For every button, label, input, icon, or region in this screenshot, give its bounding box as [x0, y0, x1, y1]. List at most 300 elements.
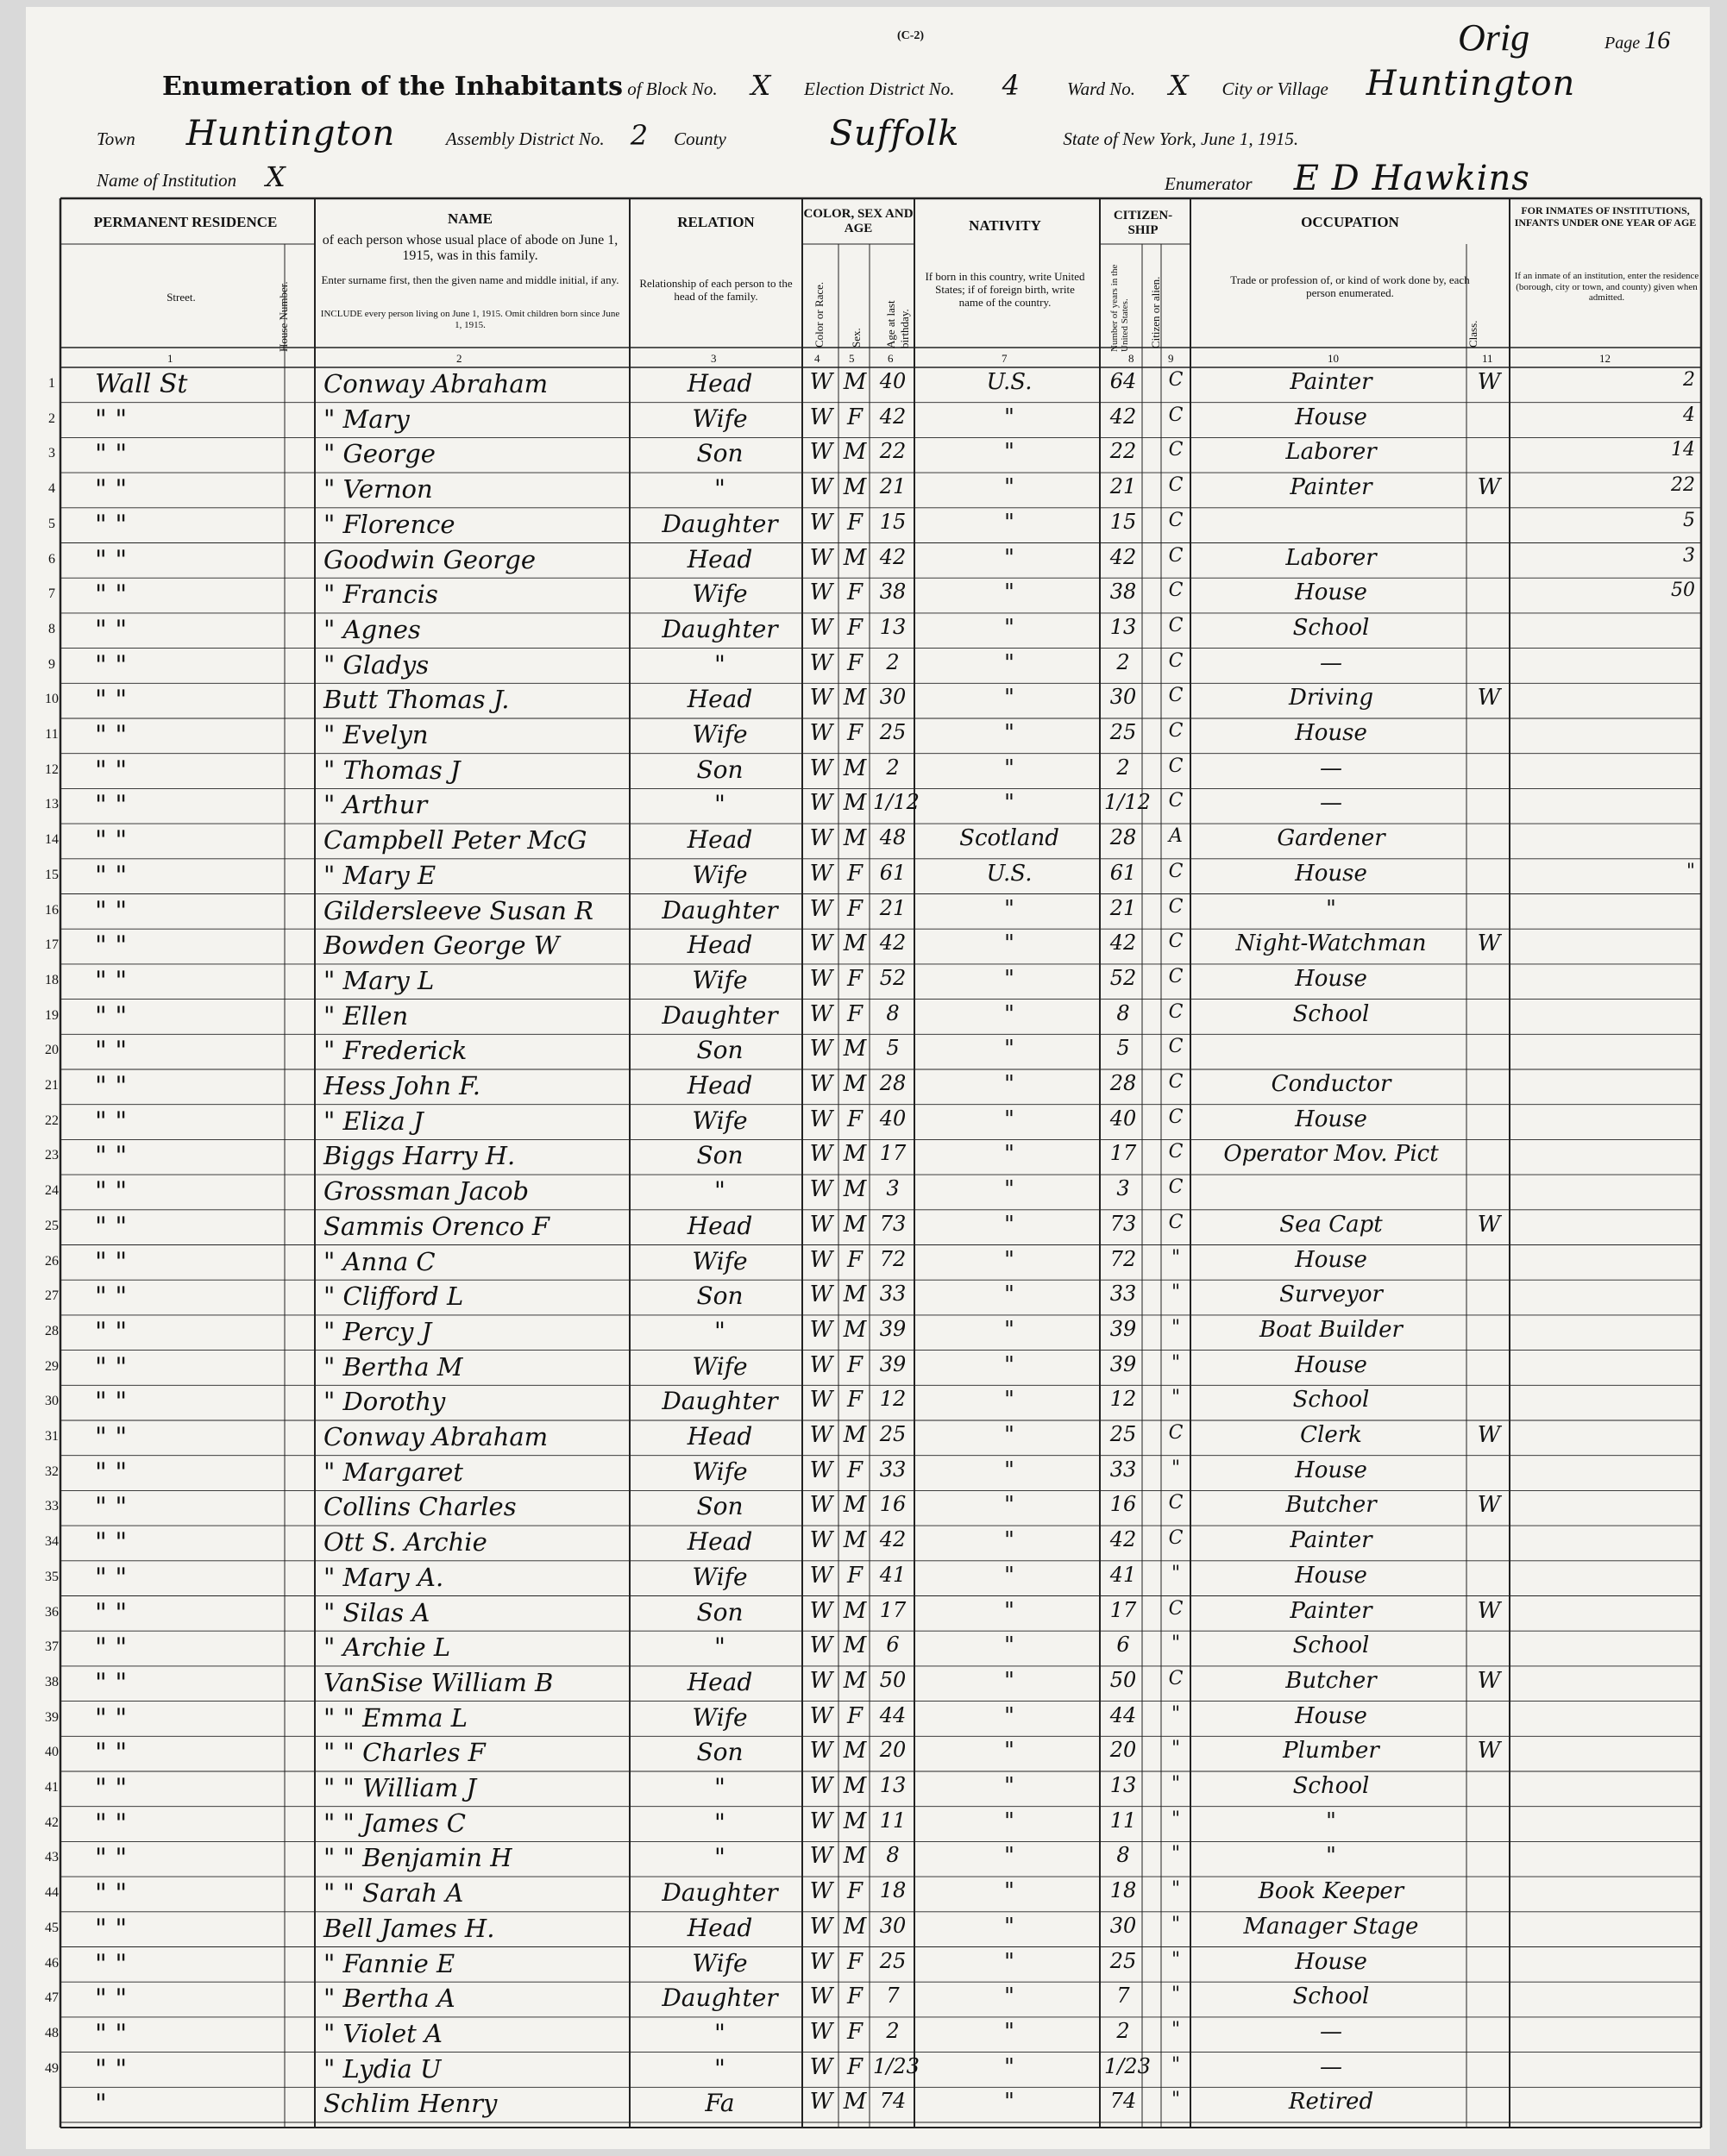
class-cell: W — [1477, 1738, 1501, 1764]
citizen-cell: C — [1168, 931, 1184, 953]
row-number: 46 — [45, 1955, 59, 1971]
street-cell: " " — [95, 1316, 128, 1347]
citizen-cell: C — [1168, 895, 1184, 918]
age-cell: 20 — [879, 1738, 907, 1763]
age-cell: 25 — [879, 1422, 907, 1446]
row-number: 48 — [45, 2025, 59, 2040]
relation-cell: Head — [687, 931, 753, 960]
years-cell: 16 — [1109, 1492, 1137, 1517]
color-cell: W — [809, 1948, 833, 1975]
citizen-cell: " — [1171, 2018, 1181, 2040]
nativity-cell: " — [1004, 1527, 1014, 1554]
color-cell: W — [809, 1351, 833, 1378]
sex-cell: F — [846, 965, 864, 992]
sex-cell: M — [843, 1211, 867, 1238]
relation-cell: " — [714, 1773, 725, 1802]
town-label: Town — [97, 128, 135, 149]
color-cell: W — [809, 2053, 833, 2080]
age-cell: 16 — [879, 1492, 907, 1517]
color-cell: W — [809, 404, 833, 430]
occupation-cell: House — [1295, 965, 1367, 992]
election-district-value: 4 — [1002, 69, 1020, 102]
sex-cell: F — [846, 614, 864, 641]
name-cell: Grossman Jacob — [323, 1176, 530, 1206]
relation-cell: Wife — [692, 1562, 748, 1591]
color-cell: W — [809, 2018, 833, 2045]
row-number: 12 — [45, 761, 59, 777]
sex-cell: F — [846, 1000, 864, 1027]
nativity-cell: " — [1004, 1141, 1014, 1168]
street-cell: " " — [95, 404, 128, 435]
years-cell: 22 — [1109, 439, 1137, 464]
nativity-cell: " — [1004, 1316, 1014, 1343]
age-cell: 33 — [879, 1457, 907, 1482]
color-cell: W — [809, 544, 833, 571]
occupation-cell: Clerk — [1300, 1422, 1362, 1448]
street-cell: " " — [95, 895, 128, 926]
relation-cell: Son — [696, 1036, 744, 1065]
citizen-cell: C — [1168, 614, 1184, 636]
street-cell: " " — [95, 860, 128, 891]
years-cell: 6 — [1116, 1633, 1130, 1658]
name-cell: " Arthur — [323, 790, 428, 820]
occupation-cell: School — [1292, 1984, 1370, 2010]
name-cell: " Mary E — [323, 860, 436, 890]
occupation-cell: Night-Watchman — [1235, 931, 1427, 957]
nativity-cell: " — [1004, 1211, 1014, 1238]
relation-cell: Head — [687, 825, 753, 855]
color-cell: W — [809, 1071, 833, 1097]
relation-cell: " — [714, 474, 725, 504]
relation-cell: " — [714, 790, 725, 819]
column-number: 12 — [1599, 352, 1611, 365]
age-cell: 3 — [886, 1176, 900, 1201]
nativity-cell: " — [1004, 1738, 1014, 1764]
citizen-cell: " — [1171, 1246, 1181, 1269]
sex-cell: M — [843, 1738, 867, 1764]
years-cell: 33 — [1109, 1282, 1137, 1307]
relation-cell: " — [714, 2053, 725, 2083]
name-cell: Schlim Henry — [323, 2089, 498, 2119]
sex-cell: M — [843, 474, 867, 501]
age-cell: 17 — [879, 1597, 907, 1622]
color-cell: W — [809, 2089, 833, 2115]
state-label: State of New York, June 1, 1915. — [1063, 128, 1299, 149]
street-cell: " " — [95, 1351, 128, 1382]
nativity-cell: " — [1004, 1843, 1014, 1870]
row-number: 5 — [48, 516, 55, 531]
row-number: 30 — [45, 1394, 59, 1409]
relation-cell: Head — [687, 1422, 753, 1451]
orig-annotation: Orig — [1458, 16, 1530, 59]
col-relation-title: RELATION — [677, 214, 755, 230]
sex-cell: M — [843, 1527, 867, 1554]
row-number: 47 — [45, 1990, 59, 2006]
street-cell: " " — [95, 1773, 128, 1803]
nativity-cell: " — [1004, 895, 1014, 922]
occupation-cell: Driving — [1289, 685, 1373, 711]
relation-cell: Son — [696, 1282, 744, 1311]
citizen-cell: C — [1168, 790, 1184, 812]
ward-value: X — [1168, 69, 1189, 102]
relation-cell: Wife — [692, 1457, 748, 1486]
age-cell: 21 — [879, 895, 907, 920]
relation-cell: Head — [687, 1913, 753, 1942]
relation-cell: Head — [687, 544, 753, 573]
name-cell: " Evelyn — [323, 720, 429, 749]
age-cell: 42 — [879, 931, 907, 956]
years-cell: 64 — [1109, 369, 1137, 393]
citizen-cell: " — [1171, 1351, 1181, 1374]
relation-cell: Son — [696, 439, 744, 468]
color-cell: W — [809, 1878, 833, 1905]
color-cell: W — [809, 369, 833, 395]
row-number: 18 — [45, 972, 59, 987]
citizen-cell: C — [1168, 1422, 1184, 1444]
age-cell: 52 — [879, 965, 907, 990]
age-cell: 42 — [879, 544, 907, 569]
years-cell: 5 — [1116, 1036, 1130, 1061]
header-line-1 — [162, 64, 1609, 103]
sex-cell: M — [843, 755, 867, 781]
relation-cell: Son — [696, 1597, 744, 1626]
street-cell: " " — [95, 1597, 128, 1628]
name-cell: " Mary — [323, 404, 410, 434]
name-cell: Butt Thomas J. — [323, 685, 510, 715]
citizen-cell: C — [1168, 474, 1184, 497]
color-cell: W — [809, 1141, 833, 1168]
color-cell: W — [809, 1527, 833, 1554]
row-number: 32 — [45, 1463, 59, 1479]
occupation-cell: " — [1326, 895, 1336, 922]
row-number: 9 — [48, 656, 55, 672]
col-color: Color or Race. — [813, 281, 826, 348]
age-cell: 30 — [879, 1913, 907, 1938]
age-cell: 50 — [879, 1667, 907, 1692]
nativity-cell: " — [1004, 1246, 1014, 1273]
row-number: 29 — [45, 1358, 59, 1374]
col-nativity-title: NATIVITY — [969, 217, 1041, 234]
occupation-cell: Boat Builder — [1259, 1316, 1403, 1343]
color-cell: W — [809, 1702, 833, 1729]
occupation-cell: " — [1326, 1843, 1336, 1870]
occupation-cell: Conductor — [1271, 1071, 1391, 1097]
nativity-cell: " — [1004, 965, 1014, 992]
age-cell: 39 — [879, 1351, 907, 1376]
occupation-cell: Butcher — [1285, 1492, 1377, 1519]
inmate-cell: 50 — [1671, 580, 1695, 602]
name-cell: " Lydia U — [323, 2053, 442, 2084]
color-cell: W — [809, 509, 833, 536]
col-occupation-title: OCCUPATION — [1301, 214, 1399, 230]
assembly-label: Assembly District No. — [445, 128, 605, 149]
street-cell: " " — [95, 755, 128, 786]
years-cell: 44 — [1109, 1702, 1137, 1727]
sex-cell: F — [846, 1878, 864, 1905]
street-cell: " " — [95, 1984, 128, 2015]
color-cell: W — [809, 1282, 833, 1308]
relation-cell: Wife — [692, 1948, 748, 1977]
citizen-cell: " — [1171, 1773, 1181, 1795]
occupation-cell: House — [1295, 404, 1367, 430]
years-cell: 39 — [1109, 1351, 1137, 1376]
election-district-label: Election District No. — [804, 78, 955, 99]
relation-cell: " — [714, 1633, 725, 1662]
nativity-cell: " — [1004, 649, 1014, 676]
street-cell: " " — [95, 1562, 128, 1593]
color-cell: W — [809, 614, 833, 641]
age-cell: 2 — [886, 755, 900, 780]
nativity-cell: " — [1004, 790, 1014, 817]
nativity-cell: " — [1004, 2018, 1014, 2045]
nativity-cell: U.S. — [986, 369, 1033, 395]
citizen-cell: C — [1168, 1036, 1184, 1058]
occupation-cell: Laborer — [1285, 439, 1377, 466]
row-number: 23 — [45, 1148, 59, 1163]
name-cell: Goodwin George — [323, 544, 537, 574]
occupation-cell: House — [1295, 1702, 1367, 1729]
inmate-cell: " — [1686, 860, 1695, 882]
age-cell: 28 — [879, 1071, 907, 1095]
row-number: 1 — [48, 376, 55, 391]
sex-cell: F — [846, 1457, 864, 1483]
citizen-cell: " — [1171, 1948, 1181, 1971]
years-cell: 2 — [1116, 649, 1130, 674]
citizen-cell: " — [1171, 1562, 1181, 1584]
relation-cell: Head — [687, 1071, 753, 1100]
occupation-cell: Painter — [1290, 1597, 1372, 1624]
name-cell: Campbell Peter McG — [323, 825, 587, 856]
nativity-cell: " — [1004, 1351, 1014, 1378]
color-cell: W — [809, 790, 833, 817]
occupation-cell: Gardener — [1277, 825, 1385, 852]
street-cell: " " — [95, 509, 128, 540]
age-cell: 48 — [879, 825, 907, 850]
years-cell: 38 — [1109, 580, 1137, 605]
column-number: 6 — [888, 352, 894, 365]
name-cell: " Agnes — [323, 614, 421, 644]
citizen-cell: C — [1168, 1667, 1184, 1689]
nativity-cell: " — [1004, 1948, 1014, 1975]
row-number: 15 — [45, 867, 59, 882]
row-number: 17 — [45, 937, 59, 953]
col-age: Age at last birthday. — [884, 300, 911, 348]
citizen-cell: C — [1168, 1000, 1184, 1023]
age-cell: 12 — [879, 1387, 907, 1412]
relation-cell: Wife — [692, 1702, 748, 1732]
occupation-cell: House — [1295, 720, 1367, 746]
relation-cell: Son — [696, 1141, 744, 1170]
color-cell: W — [809, 1457, 833, 1483]
nativity-cell: " — [1004, 1000, 1014, 1027]
row-number: 43 — [45, 1850, 59, 1865]
sex-cell: M — [843, 2089, 867, 2115]
color-cell: W — [809, 1808, 833, 1834]
inmate-cell: 14 — [1671, 439, 1695, 461]
relation-cell: Wife — [692, 860, 748, 889]
age-cell: 8 — [886, 1000, 900, 1025]
class-cell: W — [1477, 1667, 1501, 1694]
column-number: 10 — [1328, 352, 1339, 365]
citizen-cell: C — [1168, 685, 1184, 707]
color-cell: W — [809, 1176, 833, 1203]
years-cell: 18 — [1109, 1878, 1137, 1903]
row-number: 7 — [48, 586, 55, 602]
row-number: 2 — [48, 411, 55, 426]
row-number: 36 — [45, 1604, 59, 1620]
citizen-cell: " — [1171, 1984, 1181, 2006]
institution-value: X — [266, 160, 286, 193]
row-number: 14 — [45, 832, 59, 848]
name-cell: " Violet A — [323, 2018, 443, 2048]
relation-cell: " — [714, 1808, 725, 1837]
street-cell: " " — [95, 1808, 128, 1839]
color-cell: W — [809, 1633, 833, 1659]
nativity-cell: " — [1004, 1562, 1014, 1589]
row-number: 40 — [45, 1745, 59, 1760]
city-village-label: City or Village — [1221, 78, 1328, 99]
name-cell: Ott S. Archie — [323, 1527, 487, 1557]
relation-cell: Son — [696, 1738, 744, 1767]
sex-cell: F — [846, 895, 864, 922]
town-value: Huntington — [185, 114, 396, 154]
age-cell: 11 — [879, 1808, 907, 1833]
row-number: 25 — [45, 1218, 59, 1233]
sex-cell: M — [843, 544, 867, 571]
occupation-cell: — — [1320, 649, 1342, 676]
form-code: (C-2) — [897, 29, 925, 42]
sex-cell: F — [846, 1106, 864, 1132]
row-number: 8 — [48, 621, 55, 636]
years-cell: 8 — [1116, 1000, 1130, 1025]
street-cell: " " — [95, 1106, 128, 1137]
inmate-cell: 2 — [1683, 369, 1695, 391]
name-cell: " Clifford L — [323, 1282, 464, 1312]
color-cell: W — [809, 580, 833, 606]
color-cell: W — [809, 965, 833, 992]
citizen-cell: " — [1171, 1702, 1181, 1725]
sex-cell: M — [843, 1282, 867, 1308]
color-cell: W — [809, 860, 833, 887]
color-cell: W — [809, 1211, 833, 1238]
street-cell: " " — [95, 790, 128, 821]
street-cell: " " — [95, 1878, 128, 1909]
citizen-cell: C — [1168, 965, 1184, 987]
citizen-cell: " — [1171, 2089, 1181, 2111]
street-cell: " " — [95, 720, 128, 750]
citizen-cell: " — [1171, 1913, 1181, 1935]
sex-cell: M — [843, 1773, 867, 1799]
nativity-cell: " — [1004, 580, 1014, 606]
name-cell: " Silas A — [323, 1597, 430, 1627]
nativity-cell: " — [1004, 1176, 1014, 1203]
col-citizenship: CITIZEN-SHIP — [1113, 209, 1173, 238]
years-cell: 42 — [1109, 544, 1137, 569]
col-class: Class. — [1466, 320, 1479, 348]
street-cell: " " — [95, 544, 128, 575]
street-cell: " " — [95, 1527, 128, 1558]
sex-cell: F — [846, 1246, 864, 1273]
years-cell: 30 — [1109, 685, 1137, 710]
occupation-cell: House — [1295, 1351, 1367, 1378]
col-name-note: Enter surname first, then the given name and middle initial, if any. — [321, 273, 619, 286]
relation-cell: Wife — [692, 720, 748, 749]
street-cell: " " — [95, 1913, 128, 1944]
years-cell: 1/12 — [1104, 790, 1151, 815]
citizen-cell: " — [1171, 1282, 1181, 1304]
citizen-cell: C — [1168, 1141, 1184, 1163]
years-cell: 12 — [1109, 1387, 1137, 1412]
age-cell: 40 — [879, 1106, 907, 1131]
sex-cell: M — [843, 1667, 867, 1694]
nativity-cell: Scotland — [959, 825, 1059, 852]
age-cell: 25 — [879, 720, 907, 744]
years-cell: 74 — [1109, 2089, 1137, 2114]
age-cell: 1/23 — [873, 2053, 920, 2078]
occupation-cell: House — [1295, 1106, 1367, 1132]
class-cell: W — [1477, 685, 1501, 711]
col-years-in-us: Number of years in the United States. — [1109, 264, 1130, 352]
occupation-cell: School — [1292, 614, 1370, 641]
age-cell: 17 — [879, 1141, 907, 1166]
column-number: 1 — [167, 352, 173, 365]
street-cell: " " — [95, 649, 128, 680]
relation-cell: " — [714, 1316, 725, 1345]
row-number: 24 — [45, 1183, 59, 1199]
street-cell: " " — [95, 931, 128, 962]
relation-cell: Head — [687, 685, 753, 714]
citizen-cell: C — [1168, 509, 1184, 531]
sex-cell: M — [843, 1633, 867, 1659]
citizen-cell: C — [1168, 649, 1184, 672]
relation-cell: Head — [687, 1211, 753, 1240]
street-cell: " " — [95, 1457, 128, 1488]
years-cell: 8 — [1116, 1843, 1130, 1868]
sex-cell: F — [846, 649, 864, 676]
street-cell: Wall St — [95, 369, 188, 399]
relation-cell: Wife — [692, 580, 748, 609]
column-number: 7 — [1002, 352, 1008, 365]
age-cell: 61 — [879, 860, 907, 885]
nativity-cell: " — [1004, 685, 1014, 711]
name-cell: " Eliza J — [323, 1106, 424, 1136]
relation-cell: Son — [696, 1492, 744, 1521]
inmate-cell: 5 — [1683, 509, 1695, 531]
sex-cell: M — [843, 1316, 867, 1343]
occupation-cell: Operator Mov. Pict — [1223, 1141, 1439, 1168]
nativity-cell: " — [1004, 931, 1014, 957]
color-cell: W — [809, 1316, 833, 1343]
street-cell: " " — [95, 1843, 128, 1874]
col-name-desc: of each person whose usual place of abode on June 1, 1915, was in this family. — [322, 233, 619, 264]
relation-cell: " — [714, 649, 725, 679]
street-cell: " " — [95, 1141, 128, 1172]
color-cell: W — [809, 1000, 833, 1027]
citizen-cell: " — [1171, 1633, 1181, 1655]
street-cell: " " — [95, 1667, 128, 1698]
class-cell: W — [1477, 1422, 1501, 1448]
street-cell: " " — [95, 1211, 128, 1242]
nativity-cell: " — [1004, 1913, 1014, 1940]
age-cell: 13 — [879, 1773, 907, 1797]
sex-cell: F — [846, 2053, 864, 2080]
citizen-cell: " — [1171, 1738, 1181, 1760]
column-number: 4 — [814, 352, 820, 365]
ward-label: Ward No. — [1067, 78, 1135, 99]
name-cell: " Thomas J — [323, 755, 461, 785]
occupation-cell: House — [1295, 1562, 1367, 1589]
citizen-cell: C — [1168, 1176, 1184, 1199]
